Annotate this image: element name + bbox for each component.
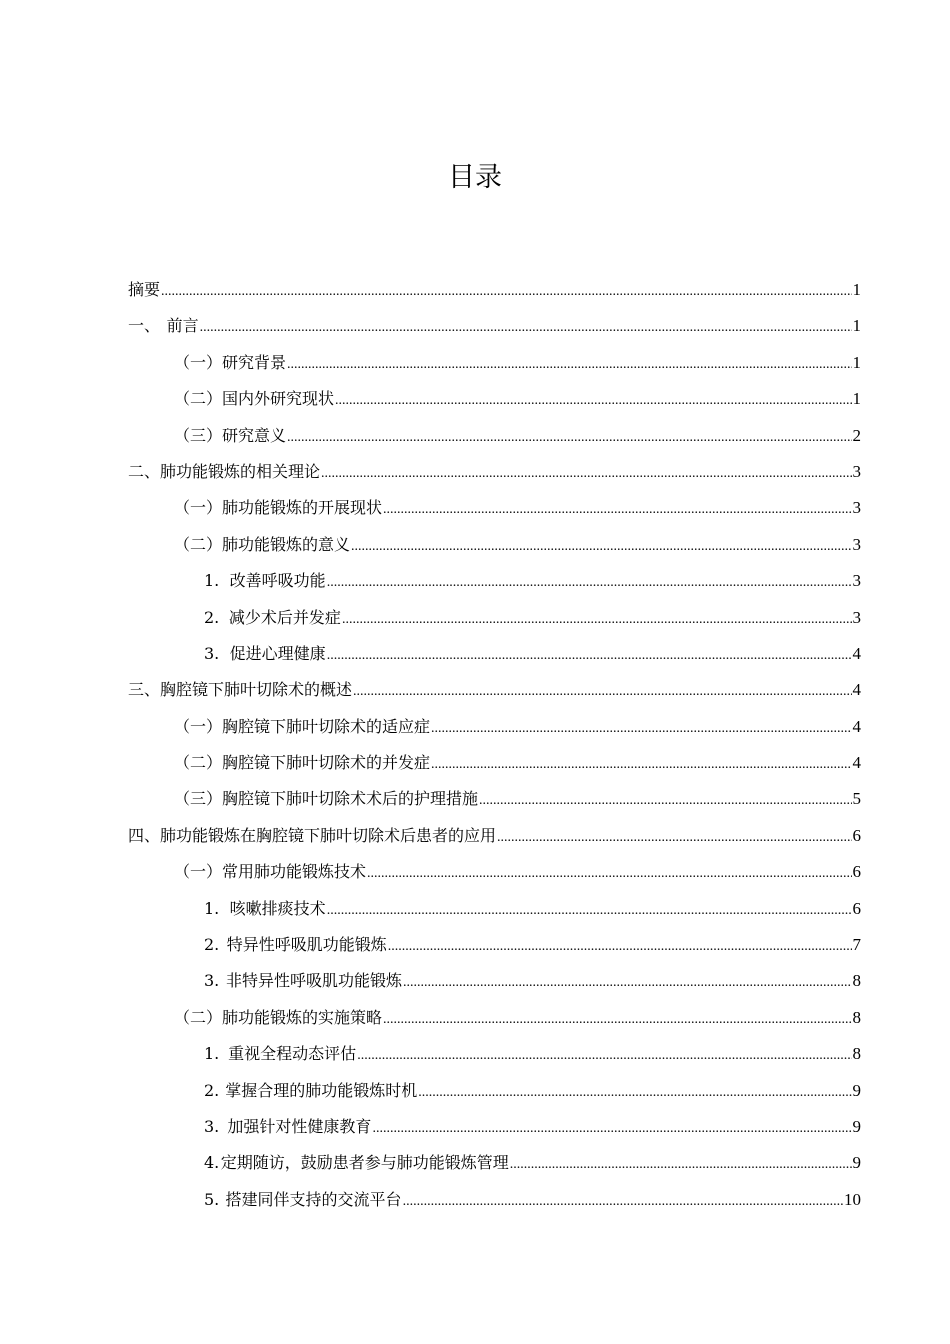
toc-entry[interactable] <box>128 745 861 781</box>
toc-entry-label: 肺功能锻炼的实施策略 <box>222 1007 383 1027</box>
toc-entry-label: 搭建同伴支持的交流平台 <box>225 1189 402 1209</box>
toc-entry-number: （一） <box>174 716 223 736</box>
toc-entry[interactable] <box>128 345 861 381</box>
toc-entry-number: （二） <box>174 534 223 554</box>
dot-leader <box>367 856 851 892</box>
toc-entry-label: 肺功能锻炼的相关理论 <box>160 461 321 481</box>
dot-leader <box>321 456 851 492</box>
toc-entry-page-number: 6 <box>852 862 861 882</box>
toc-entry-page-number: 8 <box>852 1044 861 1064</box>
toc-entry-label: 摘要 <box>128 280 161 299</box>
toc-entry-number: 5. <box>204 1189 220 1209</box>
toc-entry-label: 定期随访，鼓励患者参与肺功能锻炼管理 <box>220 1153 509 1173</box>
toc-entry[interactable] <box>128 818 861 854</box>
toc-entry[interactable] <box>128 1145 861 1181</box>
toc-entry[interactable] <box>128 1109 861 1145</box>
toc-entry-label: 咳嗽排痰技术 <box>229 898 326 918</box>
toc-entry-page-number: 2 <box>852 425 861 445</box>
toc-entry-number: 1. <box>204 898 220 918</box>
toc-entry-number: （三） <box>174 789 223 809</box>
toc-entry-page-number: 1 <box>852 280 861 299</box>
toc-entry[interactable] <box>128 1000 861 1036</box>
toc-entry-page-number: 3 <box>852 534 861 554</box>
toc-entry-label: 胸腔镜下肺叶切除术的概述 <box>160 680 353 700</box>
toc-entry-number: 一、 <box>128 316 161 336</box>
dot-leader <box>418 1075 851 1111</box>
dot-leader <box>388 929 852 965</box>
toc-entry-page-number: 8 <box>852 1007 861 1027</box>
toc-entry-number: （三） <box>174 425 223 445</box>
toc-entry[interactable] <box>128 891 861 927</box>
toc-entry[interactable] <box>128 308 861 344</box>
toc-entry-label: 肺功能锻炼的意义 <box>222 534 351 554</box>
toc-entry[interactable] <box>128 672 861 708</box>
toc-entry-number: （二） <box>174 1007 223 1027</box>
toc-entry-page-number: 4 <box>852 680 861 700</box>
toc-entry[interactable] <box>128 1073 861 1109</box>
toc-entry-page-number: 5 <box>852 789 861 809</box>
toc-entry-label: 国内外研究现状 <box>222 389 335 409</box>
dot-leader <box>351 529 851 565</box>
dot-leader <box>357 1038 851 1074</box>
toc-entry-page-number: 8 <box>852 971 861 991</box>
toc-entry-label: 胸腔镜下肺叶切除术的并发症 <box>222 753 431 773</box>
toc-entry[interactable] <box>128 854 861 890</box>
toc-entry-page-number: 4 <box>852 716 861 736</box>
dot-leader <box>510 1147 852 1183</box>
toc-entry-label: 掌握合理的肺功能锻炼时机 <box>225 1080 418 1100</box>
dot-leader <box>403 965 852 1001</box>
toc-entry[interactable] <box>128 781 861 817</box>
toc-entry-label: 特异性呼吸肌功能锻炼 <box>226 935 387 955</box>
toc-entry[interactable] <box>128 709 861 745</box>
toc-entry-page-number: 3 <box>852 498 861 518</box>
toc-entry-page-number: 4 <box>852 753 861 773</box>
toc-entry-number: 2. <box>204 935 220 955</box>
toc-entry-page-number: 9 <box>852 1080 861 1100</box>
toc-entry[interactable] <box>128 527 861 563</box>
toc-entry-page-number: 3 <box>852 461 861 481</box>
toc-entry[interactable] <box>128 454 861 490</box>
toc-entry-number: 3. <box>204 643 220 663</box>
dot-leader <box>372 1111 851 1147</box>
dot-leader <box>327 893 852 929</box>
toc-entry-page-number: 9 <box>852 1116 861 1136</box>
toc-entry-label: 加强针对性健康教育 <box>227 1116 372 1136</box>
toc-entry-page-number: 1 <box>852 389 861 409</box>
toc-entry-label: 非特异性呼吸肌功能锻炼 <box>225 971 402 991</box>
toc-entry-number: 二、 <box>128 461 161 481</box>
toc-entry-number: （一） <box>174 862 223 882</box>
toc-entry-label: 改善呼吸功能 <box>229 571 326 591</box>
toc-entry-label: 重视全程动态评估 <box>228 1044 357 1064</box>
dot-leader <box>431 711 851 747</box>
dot-leader <box>353 674 851 710</box>
toc-entry[interactable] <box>128 600 861 636</box>
toc-entry[interactable] <box>128 418 861 454</box>
toc-entry-page-number: 1 <box>852 316 861 336</box>
dot-leader <box>479 783 851 819</box>
toc-entry-number: （二） <box>174 389 223 409</box>
toc-entry[interactable] <box>128 927 861 963</box>
toc-entry[interactable] <box>128 1036 861 1072</box>
toc-entry-label: 肺功能锻炼的开展现状 <box>222 498 383 518</box>
toc-entry-number: 四、 <box>128 825 161 845</box>
dot-leader <box>287 420 851 456</box>
toc-entry[interactable] <box>128 636 861 672</box>
toc-entry-label: 促进心理健康 <box>229 643 326 663</box>
toc-entry[interactable] <box>128 1182 861 1218</box>
toc-entry-label: 胸腔镜下肺叶切除术术后的护理措施 <box>222 789 479 809</box>
toc-entry-page-number: 9 <box>852 1153 861 1173</box>
toc-entry-number: 3. <box>204 1116 220 1136</box>
dot-leader <box>327 638 852 674</box>
toc-entry-number: 三、 <box>128 680 161 700</box>
toc-entry-page-number: 6 <box>852 825 861 845</box>
toc-entry[interactable] <box>128 563 861 599</box>
toc-entry[interactable] <box>128 490 861 526</box>
dot-leader <box>383 1002 851 1038</box>
toc-entry[interactable] <box>128 963 861 999</box>
toc-entry-number: （二） <box>174 753 223 773</box>
toc-entry-label: 常用肺功能锻炼技术 <box>222 862 367 882</box>
toc-entry[interactable] <box>128 272 861 308</box>
dot-leader <box>287 347 851 383</box>
toc-entry-number: 3. <box>204 971 220 991</box>
dot-leader <box>161 274 851 310</box>
toc-entry-label: 研究意义 <box>222 425 287 445</box>
toc-entry-number: 4. <box>204 1153 220 1173</box>
toc-title: 目录 <box>448 162 502 193</box>
dot-leader <box>403 1184 843 1220</box>
dot-leader <box>335 383 851 419</box>
toc-entry-number: 1. <box>204 571 220 591</box>
toc-entry-page-number: 10 <box>844 1189 861 1209</box>
toc-entry-number: 2. <box>204 607 220 627</box>
toc-entry-page-number: 7 <box>852 935 861 955</box>
toc-entry[interactable] <box>128 381 861 417</box>
dot-leader <box>431 747 851 783</box>
toc-entry-page-number: 3 <box>852 571 861 591</box>
toc-entry-label: 减少术后并发症 <box>228 607 341 627</box>
toc-entry-number: （一） <box>174 498 223 518</box>
toc-entry-label: 前言 <box>166 316 199 336</box>
toc-entry-page-number: 6 <box>852 898 861 918</box>
toc-entry-number: 2. <box>204 1080 220 1100</box>
toc-entry-page-number: 4 <box>852 643 861 663</box>
toc-entry-number: （一） <box>174 352 223 372</box>
dot-leader <box>327 565 852 601</box>
dot-leader <box>497 820 851 856</box>
dot-leader <box>383 492 851 528</box>
toc-entry-label: 肺功能锻炼在胸腔镜下肺叶切除术后患者的应用 <box>160 825 497 845</box>
toc-entry-number: 1. <box>204 1044 220 1064</box>
dot-leader <box>200 310 852 346</box>
toc-entry-label: 研究背景 <box>222 352 287 372</box>
toc-entry-label: 胸腔镜下肺叶切除术的适应症 <box>222 716 431 736</box>
table-of-contents <box>128 272 861 1218</box>
toc-entry-page-number: 1 <box>852 352 861 372</box>
toc-entry-page-number: 3 <box>852 607 861 627</box>
dot-leader <box>342 602 852 638</box>
